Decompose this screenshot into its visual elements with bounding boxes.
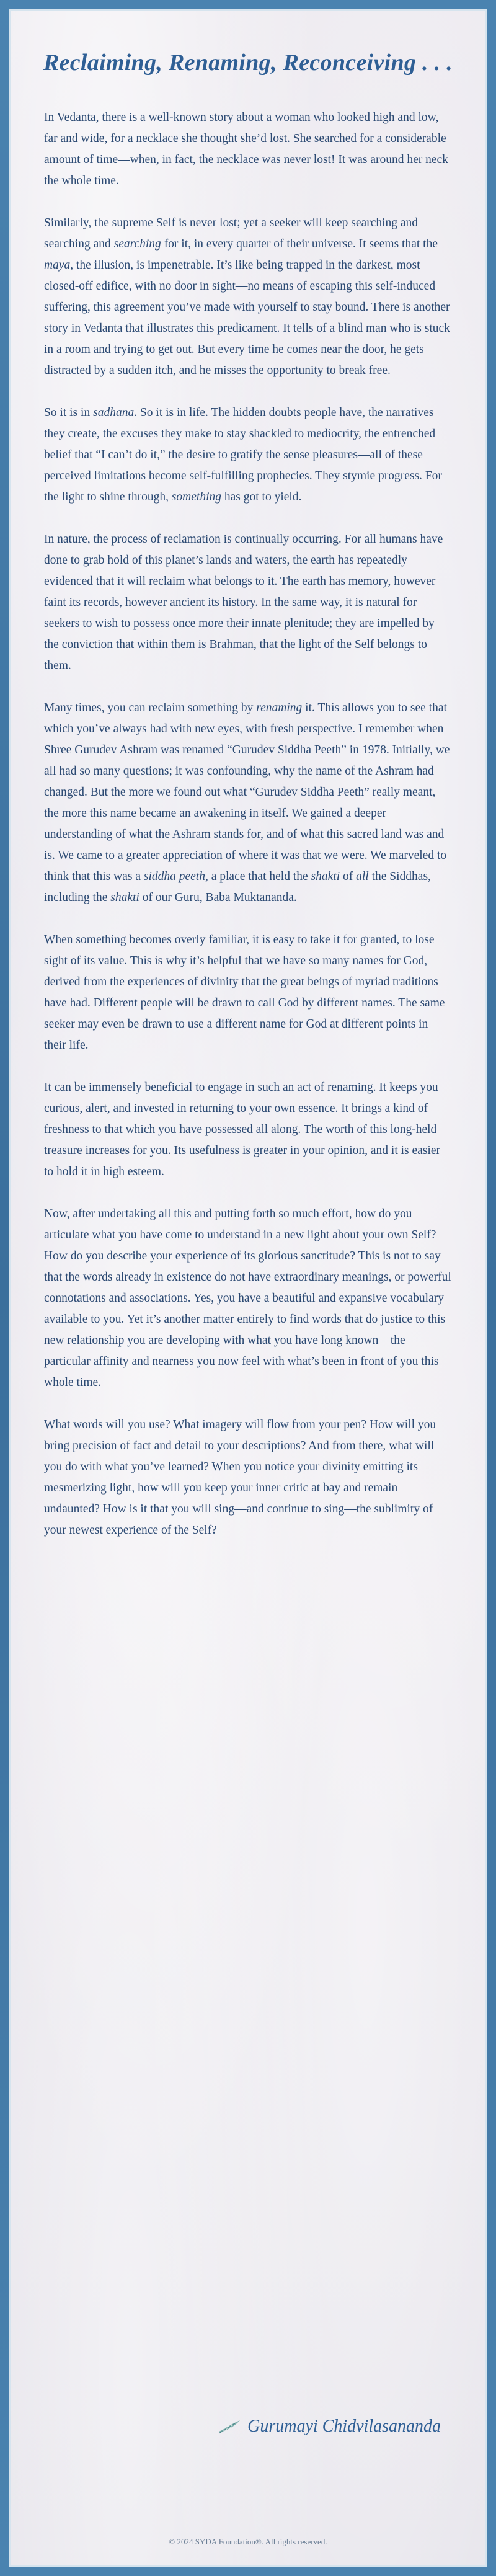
paragraph [44,1415,452,1541]
paragraph-text: has got to yield. [221,491,302,504]
emphasized-text: shakti [311,870,340,883]
paragraph-text: of [340,870,356,883]
paragraph-text: It can be immensely beneficial to engage in such an act of renaming. It keeps you curious, alert, and invested in returning to your own essence. It brings a kind of freshness to that which you have possessed all along. The worth of this long-held treasure increases for you. Its usefulness is greater in your opinion, and it is easier to hold it in high esteem. [44,1081,440,1178]
emphasized-text: shakti [110,891,140,904]
paragraph [44,1204,452,1393]
message-panel [9,9,487,2567]
paragraph-text: the Siddhas, including the [44,870,431,904]
paragraph-text: When something becomes overly familiar, it is easy to take it for granted, to lose sight of its value. This is why it’s helpful that we have so many names for God, derived from the experiences of divinity that the great beings of myriad traditions have had. Different people will be drawn to call God by different names. The same seeker may even be drawn to use a different name for God at different points in their life. [44,933,445,1052]
paragraph-text: What words will you use? What imagery will flow from your pen? How will you bring precision of fact and detail to your descriptions? And from there, what will you do with what you’ve learned? When you notice your divinity emitting its mesmerizing light, how will you keep your inner critic at bay and remain undaunted? How is it that you will sing—and continue to sing—the sublimity of your newest experience of the Self? [44,1418,436,1537]
paragraph-text: Many times, you can reclaim something by [44,701,257,714]
copyright-notice: © 2024 SYDA Foundation®. All rights reserved. [169,2537,327,2546]
paragraph-text: of our Guru, Baba Muktananda. [139,891,297,904]
paragraph-text: In nature, the process of reclamation is continually occurring. For all humans have done to grab hold of this planet’s lands and waters, the earth has repeatedly evidenced that it will reclaim what belongs to it. The earth has memory, however faint its records, however ancient its history. In the same way, it is natural for seekers to wish to possess once more their innate plenitude; they are impelled by the conviction that within them is Brahman, that the light of the Self belongs to them. [44,533,443,672]
emphasized-text: siddha peeth [143,870,205,883]
paragraph [44,402,452,508]
emphasized-text: sadhana [93,406,135,419]
paragraph-text: Now, after undertaking all this and putting forth so much effort, how do you articulate what you have come to understand in a new light about your own Self? How do you describe your experience of its glorious sanctitude? This is not to say that the words already in existence do not have extraordinary meanings, or powerful connotations and associations. Yes, you have a beautiful and expansive vocabulary available to you. Yet it’s another matter entirely to find words that do justice to this new relationship you are developing with what you have long known—the particular affinity and nearness you now feel with what’s been in front of you this whole time. [44,1207,451,1389]
signature-name: Gurumayi Chidvilasananda [247,2417,441,2436]
paragraph [44,107,452,192]
paragraph [44,529,452,677]
paragraph-text: for it, in every quarter of their universe. It seems that the [161,238,438,251]
page-title: Reclaiming, Renaming, Reconceiving . . . [43,50,453,76]
signature [216,2417,441,2436]
paragraph [44,698,452,908]
paragraph [44,1077,452,1183]
paragraph-text: it. This allows you to see that which you’ve always had with new eyes, with fresh perspective. I remember when Shree Gurudev Ashram was renamed “Gurudev Siddha Peeth” in 1978. Initially, we all had so many questions; it was confounding, why the name of the Ashram had changed. But the more we found out what “Gurudev Siddha Peeth” really meant, the more this name became an awakening in itself. We gained a deeper understanding of what the Ashram stands for, and of what this sacred land was and is. We came to a greater appreciation of where it was that we were. We marveled to think that this was a [44,701,450,883]
paragraph-text: , the illusion, is impenetrable. It’s like being trapped in the darkest, most closed-off edifice, with no door in sight—no means of escaping this self-induced suffering, this agreement you’ve made with yourself to stay bound. There is another story in Vedanta that illustrates this predicament. It tells of a blind man who is stuck in a room and trying to get out. But every time he comes near the door, he gets distracted by a sudden itch, and he misses the opportunity to break free. [44,259,450,377]
message-body [11,76,485,1541]
paragraph-text: Similarly, the supreme Self is never lost; yet a seeker will keep searching and searching and [44,216,418,251]
emphasized-text: all [356,870,369,883]
paragraph [44,930,452,1056]
paragraph-text: So it is in [44,406,94,419]
paragraph-text: , a place that held the [205,870,311,883]
paragraph [44,213,452,381]
emphasized-text: renaming [256,701,303,714]
feather-quill-icon [216,2418,241,2435]
emphasized-text: something [171,491,221,504]
emphasized-text: maya [44,259,71,272]
emphasized-text: searching [113,238,161,251]
paragraph-text: . So it is in life. The hidden doubts people have, the narratives they create, the excuses they make to stay shackled to mediocrity, the entrenched belief that “I can’t do it,” the desire to gratify the sense pleasures—all of these perceived limitations become self-fulfilling prophecies. They stymie progress. For the light to shine through, [44,406,442,504]
paragraph-text: In Vedanta, there is a well-known story about a woman who looked high and low, far and wide, for a necklace she thought she’d lost. She searched for a considerable amount of time—when, in fact, the necklace was never lost! It was around her neck the whole time. [44,111,448,187]
